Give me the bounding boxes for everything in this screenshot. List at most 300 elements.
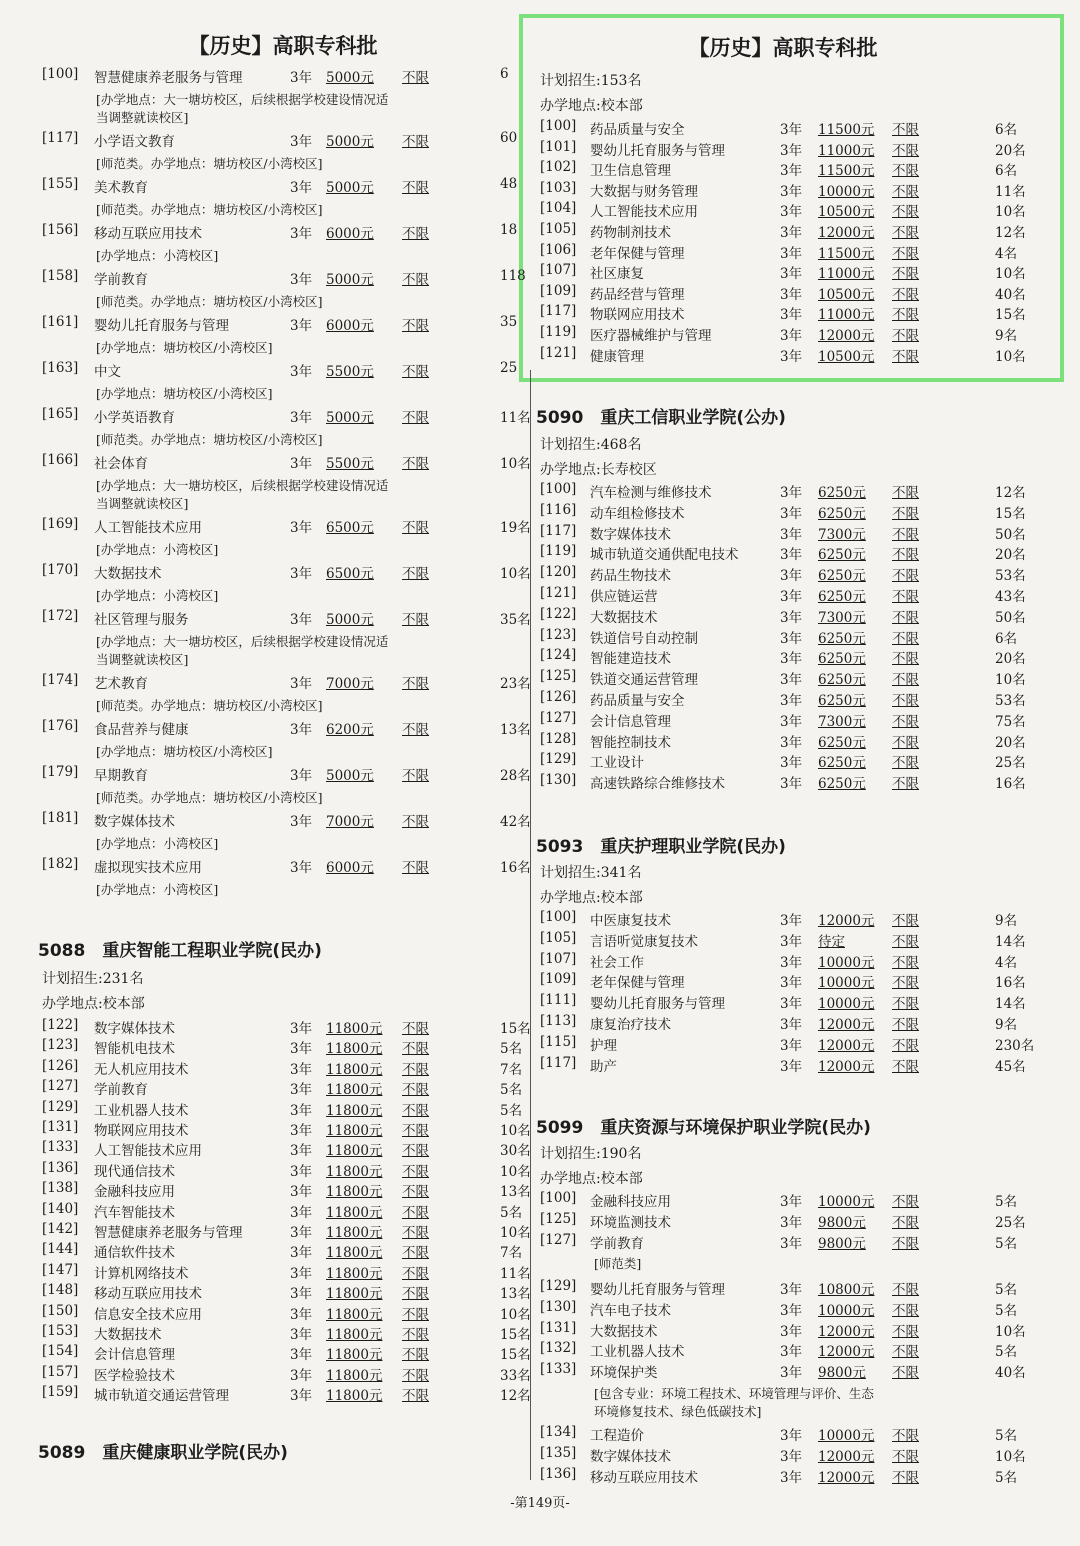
quota: 4名 [995, 245, 1018, 262]
tuition: 11500元 [818, 245, 875, 262]
major-code: [154] [42, 1343, 79, 1360]
major-name: 汽车检测与维修技术 [590, 485, 712, 501]
tuition: 12000元 [818, 1058, 875, 1075]
major-code: [100] [540, 1190, 577, 1206]
tuition: 11800元 [326, 1143, 383, 1160]
major-code: [172] [42, 608, 79, 624]
tuition: 9800元 [818, 1365, 866, 1382]
quota: 20名 [995, 142, 1026, 159]
limit: 不限 [892, 1469, 919, 1486]
years: 3年 [780, 776, 803, 793]
quota: 5名 [500, 1082, 523, 1099]
major-code: [104] [540, 200, 577, 217]
limit: 不限 [892, 693, 919, 709]
tuition: 12000元 [818, 1323, 875, 1340]
tuition: 10500元 [818, 348, 875, 365]
major-code: [127] [42, 1078, 79, 1095]
tuition: 6250元 [818, 547, 866, 564]
tuition: 12000元 [818, 1448, 875, 1465]
major-code: [123] [42, 1037, 79, 1054]
years: 3年 [290, 318, 313, 334]
quota: 5名 [500, 1102, 523, 1119]
years: 3年 [290, 1204, 313, 1221]
major-code: [129] [540, 751, 577, 768]
major-code: [158] [42, 268, 79, 284]
major-name: 数字媒体技术 [94, 814, 175, 830]
quota: 10名 [995, 266, 1026, 283]
quota: 10名 [500, 1225, 531, 1241]
quota: 5名 [995, 1282, 1018, 1298]
tuition: 5000元 [326, 612, 374, 628]
major-code: [182] [42, 856, 79, 872]
years: 3年 [290, 226, 313, 242]
major-code: [130] [540, 1298, 577, 1315]
years: 3年 [290, 456, 313, 472]
limit: 不限 [402, 456, 429, 472]
quota: 40名 [995, 1365, 1026, 1382]
major-name: 智能建造技术 [590, 651, 671, 668]
quota: 14名 [995, 996, 1026, 1013]
tuition: 5500元 [326, 456, 374, 472]
quota: 5名 [995, 1469, 1018, 1486]
limit: 不限 [892, 755, 919, 772]
major-name: 人工智能技术应用 [94, 520, 202, 536]
major-name: 大数据技术 [94, 566, 162, 582]
major-code: [166] [42, 452, 79, 468]
tuition: 9800元 [818, 1214, 866, 1231]
major-name: 计算机网络技术 [94, 1265, 189, 1282]
tuition: 11800元 [326, 1102, 383, 1119]
right-header: 【历史】高职专科批 [688, 36, 878, 60]
major-name: 无人机应用技术 [94, 1061, 189, 1078]
quota: 7名 [500, 1245, 523, 1262]
tuition: 10000元 [818, 1302, 875, 1319]
major-code: [136] [42, 1159, 79, 1176]
major-code: [155] [42, 176, 79, 192]
campus-location: 办学地点:校本部 [540, 1171, 643, 1187]
major-code: [129] [42, 1098, 79, 1115]
major-name: 会计信息管理 [590, 713, 671, 730]
tuition: 11800元 [326, 1163, 383, 1180]
tuition: 11800元 [326, 1123, 383, 1139]
limit: 不限 [892, 1214, 919, 1231]
major-name: 护理 [590, 1037, 617, 1054]
quota: 6 [500, 66, 509, 82]
row-note: [办学地点：小湾校区] [96, 882, 219, 897]
limit: 不限 [892, 163, 919, 180]
major-name: 药品质量与安全 [590, 693, 685, 709]
quota: 13名 [500, 722, 531, 738]
tuition: 11800元 [326, 1388, 383, 1405]
plan-count: 计划招生:190名 [540, 1146, 642, 1162]
tuition: 6000元 [326, 226, 374, 242]
limit: 不限 [402, 814, 429, 830]
quota: 6名 [995, 630, 1018, 647]
limit: 不限 [402, 1143, 429, 1160]
limit: 不限 [892, 1323, 919, 1340]
quota: 10名 [500, 566, 531, 582]
limit: 不限 [402, 1102, 429, 1119]
quota: 42名 [500, 814, 531, 830]
quota: 10名 [995, 672, 1026, 689]
limit: 不限 [892, 1282, 919, 1298]
major-code: [133] [42, 1139, 79, 1156]
years: 3年 [290, 70, 313, 86]
major-name: 城市轨道交通供配电技术 [590, 547, 739, 564]
quota: 4名 [995, 954, 1018, 971]
left-header: 【历史】高职专科批 [188, 34, 378, 58]
major-name: 药物制剂技术 [590, 225, 671, 241]
major-code: [121] [540, 585, 577, 601]
quota: 25 [500, 360, 518, 376]
limit: 不限 [402, 1163, 429, 1180]
limit: 不限 [892, 1428, 919, 1444]
row-note: 当调整就读校区] [96, 110, 189, 125]
row-note: [办学地点：塘坊校区/小湾校区] [96, 744, 273, 759]
years: 3年 [290, 860, 313, 876]
limit: 不限 [892, 975, 919, 992]
tuition: 11800元 [326, 1306, 383, 1323]
major-name: 老年保健与管理 [590, 245, 685, 262]
row-note: [办学地点：大一塘坊校区，后续根据学校建设情况适 [96, 478, 389, 493]
years: 3年 [780, 568, 803, 585]
major-name: 助产 [590, 1058, 617, 1075]
major-name: 药品经营与管理 [590, 286, 685, 303]
major-name: 金融科技应用 [590, 1194, 671, 1210]
major-name: 医学检验技术 [94, 1367, 175, 1384]
major-code: [126] [540, 689, 577, 705]
major-code: [132] [540, 1340, 577, 1357]
page-number: -第149页- [510, 1496, 570, 1511]
limit: 不限 [892, 651, 919, 668]
limit: 不限 [892, 526, 919, 543]
years: 3年 [290, 1021, 313, 1037]
major-code: [133] [540, 1361, 577, 1378]
plan-count: 计划招生:468名 [540, 437, 642, 453]
limit: 不限 [402, 70, 429, 86]
major-code: [131] [42, 1119, 79, 1135]
tuition: 10500元 [818, 286, 875, 303]
years: 3年 [780, 996, 803, 1013]
tuition: 6250元 [818, 755, 866, 772]
years: 3年 [780, 734, 803, 751]
tuition: 5000元 [326, 410, 374, 426]
quota: 13名 [500, 1286, 531, 1303]
tuition: 10000元 [818, 1194, 875, 1210]
row-note: 当调整就读校区] [96, 652, 189, 667]
tuition: 7000元 [326, 814, 374, 830]
tuition: 7300元 [818, 526, 866, 543]
years: 3年 [780, 975, 803, 992]
major-name: 移动互联应用技术 [94, 1286, 202, 1303]
quota: 15名 [500, 1347, 531, 1364]
major-name: 智能机电技术 [94, 1041, 175, 1058]
years: 3年 [290, 1245, 313, 1262]
years: 3年 [780, 913, 803, 929]
major-code: [129] [540, 1278, 577, 1294]
limit: 不限 [892, 1194, 919, 1210]
major-name: 大数据与财务管理 [590, 183, 698, 200]
limit: 不限 [402, 364, 429, 380]
years: 3年 [780, 1323, 803, 1340]
years: 3年 [290, 1184, 313, 1201]
years: 3年 [290, 768, 313, 784]
major-name: 数字媒体技术 [590, 1448, 671, 1465]
tuition: 6000元 [326, 318, 374, 334]
limit: 不限 [402, 566, 429, 582]
limit: 不限 [892, 286, 919, 303]
major-code: [174] [42, 672, 79, 688]
limit: 不限 [892, 672, 919, 689]
row-note: [师范类。办学地点：塘坊校区/小湾校区] [96, 432, 323, 447]
years: 3年 [290, 272, 313, 288]
major-code: [179] [42, 764, 79, 780]
quota: 5名 [995, 1235, 1018, 1252]
major-code: [109] [540, 282, 577, 299]
tuition: 11800元 [326, 1184, 383, 1201]
quota: 16名 [500, 860, 531, 876]
quota: 43名 [995, 589, 1026, 605]
limit: 不限 [892, 1037, 919, 1054]
tuition: 12000元 [818, 328, 875, 344]
years: 3年 [780, 1365, 803, 1382]
major-code: [124] [540, 647, 577, 664]
years: 3年 [780, 1194, 803, 1210]
tuition: 12000元 [818, 1344, 875, 1361]
quota: 19名 [500, 520, 531, 536]
years: 3年 [290, 1123, 313, 1139]
quota: 11名 [500, 1265, 531, 1282]
major-code: [103] [540, 179, 577, 196]
campus-location: 办学地点:校本部 [540, 98, 643, 114]
years: 3年 [290, 1041, 313, 1058]
major-code: [131] [540, 1319, 577, 1336]
campus-location: 办学地点:校本部 [42, 996, 145, 1012]
limit: 不限 [402, 1306, 429, 1323]
major-code: [117] [540, 303, 577, 320]
tuition: 10000元 [818, 954, 875, 971]
major-code: [109] [540, 971, 577, 988]
quota: 25名 [995, 755, 1026, 772]
quota: 20名 [995, 734, 1026, 751]
years: 3年 [780, 1037, 803, 1054]
limit: 不限 [892, 954, 919, 971]
major-name: 言语听觉康复技术 [590, 933, 698, 950]
quota: 5名 [995, 1344, 1018, 1361]
major-name: 智慧健康养老服务与管理 [94, 1225, 243, 1241]
tuition: 11800元 [326, 1367, 383, 1384]
tuition: 5000元 [326, 70, 374, 86]
tuition: 10000元 [818, 996, 875, 1013]
quota: 13名 [500, 1184, 531, 1201]
limit: 不限 [892, 1302, 919, 1319]
limit: 不限 [892, 933, 919, 950]
years: 3年 [780, 713, 803, 730]
limit: 不限 [892, 547, 919, 564]
years: 3年 [780, 245, 803, 262]
quota: 53名 [995, 693, 1026, 709]
years: 3年 [780, 1469, 803, 1486]
major-name: 医疗器械维护与管理 [590, 328, 712, 344]
major-code: [181] [42, 810, 79, 826]
years: 3年 [290, 676, 313, 692]
major-name: 健康管理 [590, 348, 644, 365]
years: 3年 [290, 566, 313, 582]
row-note: 当调整就读校区] [96, 496, 189, 511]
school-title: 5093 重庆护理职业学院(民办) [536, 837, 786, 857]
limit: 不限 [892, 122, 919, 138]
quota: 53名 [995, 568, 1026, 585]
quota: 15名 [995, 307, 1026, 324]
major-name: 物联网应用技术 [94, 1123, 189, 1139]
years: 3年 [780, 307, 803, 324]
major-code: [126] [42, 1057, 79, 1074]
major-name: 环境监测技术 [590, 1214, 671, 1231]
quota: 10名 [500, 1163, 531, 1180]
row-note: [办学地点：小湾校区] [96, 588, 219, 603]
limit: 不限 [892, 589, 919, 605]
tuition: 10500元 [818, 204, 875, 221]
limit: 不限 [402, 1245, 429, 1262]
quota: 6名 [995, 122, 1018, 138]
quota: 10名 [995, 348, 1026, 365]
tuition: 5000元 [326, 134, 374, 150]
years: 3年 [780, 286, 803, 303]
quota: 10名 [995, 1323, 1026, 1340]
years: 3年 [780, 1235, 803, 1252]
years: 3年 [290, 1286, 313, 1303]
tuition: 11800元 [326, 1327, 383, 1343]
tuition: 5000元 [326, 180, 374, 196]
years: 3年 [780, 672, 803, 689]
limit: 不限 [402, 722, 429, 738]
row-note: [办学地点：塘坊校区/小湾校区] [96, 340, 273, 355]
tuition: 7300元 [818, 713, 866, 730]
major-name: 金融科技应用 [94, 1184, 175, 1201]
major-name: 早期教育 [94, 768, 148, 784]
major-name: 铁道交通运营管理 [590, 672, 698, 689]
row-note: [师范类。办学地点：塘坊校区/小湾校区] [96, 156, 323, 171]
quota: 7名 [500, 1061, 523, 1078]
years: 3年 [780, 1017, 803, 1033]
tuition: 11800元 [326, 1347, 383, 1364]
limit: 不限 [892, 1344, 919, 1361]
major-code: [100] [540, 481, 577, 497]
tuition: 11800元 [326, 1245, 383, 1262]
years: 3年 [780, 328, 803, 344]
tuition: 6250元 [818, 485, 866, 501]
quota: 10名 [500, 1123, 531, 1139]
years: 3年 [780, 225, 803, 241]
plan-count: 计划招生:153名 [540, 73, 642, 89]
major-name: 人工智能技术应用 [590, 204, 698, 221]
tuition: 11500元 [818, 163, 875, 180]
major-code: [106] [540, 241, 577, 258]
tuition: 6250元 [818, 651, 866, 668]
years: 3年 [290, 1347, 313, 1364]
major-name: 中文 [94, 364, 121, 380]
limit: 不限 [402, 180, 429, 196]
quota: 35 [500, 314, 518, 330]
years: 3年 [290, 1082, 313, 1099]
row-note: [办学地点：小湾校区] [96, 836, 219, 851]
major-code: [128] [540, 730, 577, 747]
limit: 不限 [402, 318, 429, 334]
quota: 5名 [995, 1302, 1018, 1319]
row-note: [办学地点：小湾校区] [96, 542, 219, 557]
years: 3年 [780, 204, 803, 221]
quota: 11名 [500, 410, 531, 426]
years: 3年 [290, 1306, 313, 1323]
quota: 5名 [500, 1204, 523, 1221]
limit: 不限 [402, 272, 429, 288]
years: 3年 [780, 1058, 803, 1075]
limit: 不限 [892, 913, 919, 929]
quota: 18 [500, 222, 518, 238]
limit: 不限 [402, 1123, 429, 1139]
major-code: [176] [42, 718, 79, 734]
tuition: 11800元 [326, 1082, 383, 1099]
quota: 75名 [995, 713, 1026, 730]
quota: 10名 [500, 456, 531, 472]
years: 3年 [290, 1265, 313, 1282]
limit: 不限 [402, 860, 429, 876]
major-name: 物联网应用技术 [590, 307, 685, 324]
years: 3年 [780, 651, 803, 668]
tuition: 11500元 [818, 122, 875, 138]
tuition: 7000元 [326, 676, 374, 692]
quota: 118 [500, 268, 526, 284]
major-name: 虚拟现实技术应用 [94, 860, 202, 876]
years: 3年 [780, 348, 803, 365]
major-name: 现代通信技术 [94, 1163, 175, 1180]
limit: 不限 [402, 1184, 429, 1201]
tuition: 11800元 [326, 1021, 383, 1037]
tuition: 6250元 [818, 672, 866, 689]
row-note: [办学地点：塘坊校区/小湾校区] [96, 386, 273, 401]
major-code: [105] [540, 929, 577, 946]
quota: 10名 [995, 204, 1026, 221]
quota: 230名 [995, 1037, 1035, 1054]
quota: 28名 [500, 768, 531, 784]
major-name: 铁道信号自动控制 [590, 630, 698, 647]
years: 3年 [290, 1225, 313, 1241]
major-name: 数字媒体技术 [590, 526, 671, 543]
limit: 不限 [892, 142, 919, 159]
major-name: 学前教育 [94, 272, 148, 288]
quota: 35名 [500, 612, 531, 628]
major-code: [163] [42, 360, 79, 376]
years: 3年 [780, 142, 803, 159]
quota: 14名 [995, 933, 1026, 950]
tuition: 6250元 [818, 776, 866, 793]
limit: 不限 [402, 768, 429, 784]
campus-location: 办学地点:校本部 [540, 890, 643, 906]
major-name: 通信软件技术 [94, 1245, 175, 1262]
limit: 不限 [402, 1367, 429, 1384]
limit: 不限 [402, 1041, 429, 1058]
quota: 40名 [995, 286, 1026, 303]
major-name: 环境保护类 [590, 1365, 658, 1382]
limit: 不限 [892, 307, 919, 324]
tuition: 6000元 [326, 860, 374, 876]
tuition: 9800元 [818, 1235, 866, 1252]
major-code: [101] [540, 138, 577, 155]
quota: 45名 [995, 1058, 1026, 1075]
limit: 不限 [892, 204, 919, 221]
quota: 10名 [995, 1448, 1026, 1465]
major-name: 婴幼儿托育服务与管理 [94, 318, 229, 334]
